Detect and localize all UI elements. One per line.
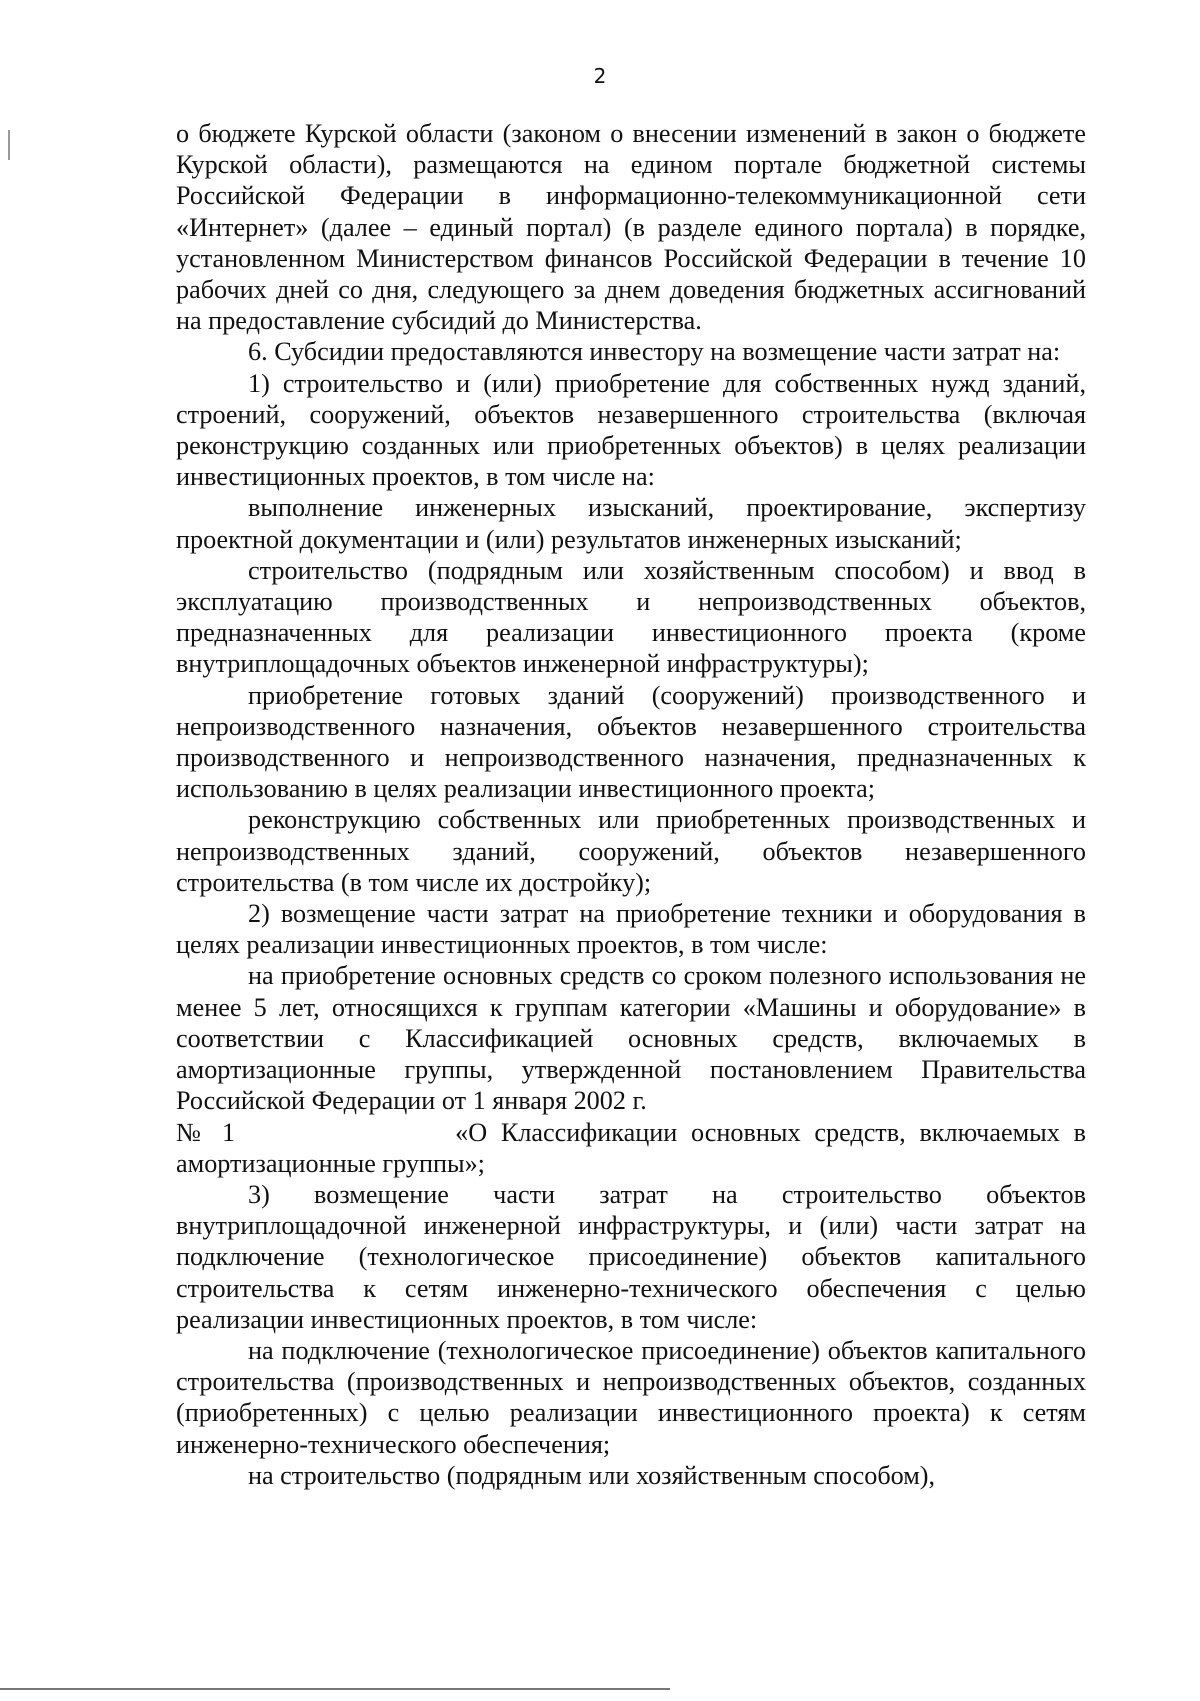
paragraph-reconstruction: реконструкцию собственных или приобретенных производственных и непроизводственных зданий, сооружений, объектов незавершенного строительства (в том числе их достройку); (176, 805, 1086, 897)
paragraph-construction: строительство (подрядным или хозяйственным способом) и ввод в эксплуатацию производственных и непроизводственных объектов, предназначенных для реализации инвестиционного проекта (кроме внутриплощадочных объектов инженерной инфраструктуры); (176, 555, 1086, 679)
decree-title: «О Классификации основных средств, включаемых в амортизационные группы»; (176, 1117, 1086, 1178)
paragraph-item-6: 6. Субсидии предоставляются инвестору на возмещение части затрат на: (248, 337, 1061, 367)
paragraph-construction-method: на строительство (подрядным или хозяйственным способом), (248, 1460, 936, 1490)
paragraph-acquisition-buildings: приобретение готовых зданий (сооружений) производственного и непроизводственного назначения, объектов незавершенного строительства производственного и непроизводственного назначения, предназначенных к использованию в целях реализации инвестиционного проекта; (176, 680, 1086, 804)
paragraph-fixed-assets: на приобретение основных средств со сроком полезного использования не менее 5 лет, относящихся к группам категории «Машины и оборудование» в соответствии с Классификацией основных средств, включаемых в амортизационные группы, утвержденной постановлением Правительства Российской Федерации от 1 января 2002 г. (176, 961, 1086, 1116)
paragraph-connection: на подключение (технологическое присоединение) объектов капитального строительства (производственных и непроизводственных объектов, созданных (приобретенных) с целью реализации инвестиционного проекта) к сетям инженерно-технического обеспечения; (176, 1335, 1086, 1459)
document-body (176, 118, 1086, 1491)
decree-number: № 1 (176, 1117, 236, 1147)
bottom-scan-line (0, 1688, 670, 1690)
paragraph-engineering-surveys: выполнение инженерных изысканий, проектирование, экспертизу проектной документации и (или) результатов инженерных изысканий; (176, 493, 1086, 554)
paragraph-subitem-3: 3) возмещение части затрат на строительство объектов внутриплощадочной инженерной инфраструктуры, и (или) части затрат на подключение (технологическое присоединение) объектов капитального строительства к сетям инженерно-технического обеспечения с целью реализации инвестиционных проектов, в том числе: (176, 1179, 1086, 1334)
paragraph-subitem-2: 2) возмещение части затрат на приобретение техники и оборудования в целях реализации инвестиционных проектов, в том числе: (176, 899, 1086, 960)
page-number: 2 (593, 64, 607, 88)
paragraph-budget-publication: о бюджете Курской области (законом о внесении изменений в закон о бюджете Курской области), размещаются на едином портале бюджетной системы Российской Федерации в информационно-телекоммуникационной сети «Интернет» (далее – единый портал) (в разделе единого портала) в порядке, установленном Министерством финансов Российской Федерации в течение 10 рабочих дней со дня, следующего за днем доведения бюджетных ассигнований на предоставление субсидий до Министерства. (176, 119, 1086, 336)
paragraph-classification-reference (176, 1117, 1086, 1179)
margin-scan-mark (8, 130, 10, 160)
paragraph-subitem-1: 1) строительство и (или) приобретение для собственных нужд зданий, строений, сооружений, объектов незавершенного строительства (включая реконструкцию созданных или приобретенных объектов) в целях реализации инвестиционных проектов, в том числе на: (176, 368, 1086, 492)
